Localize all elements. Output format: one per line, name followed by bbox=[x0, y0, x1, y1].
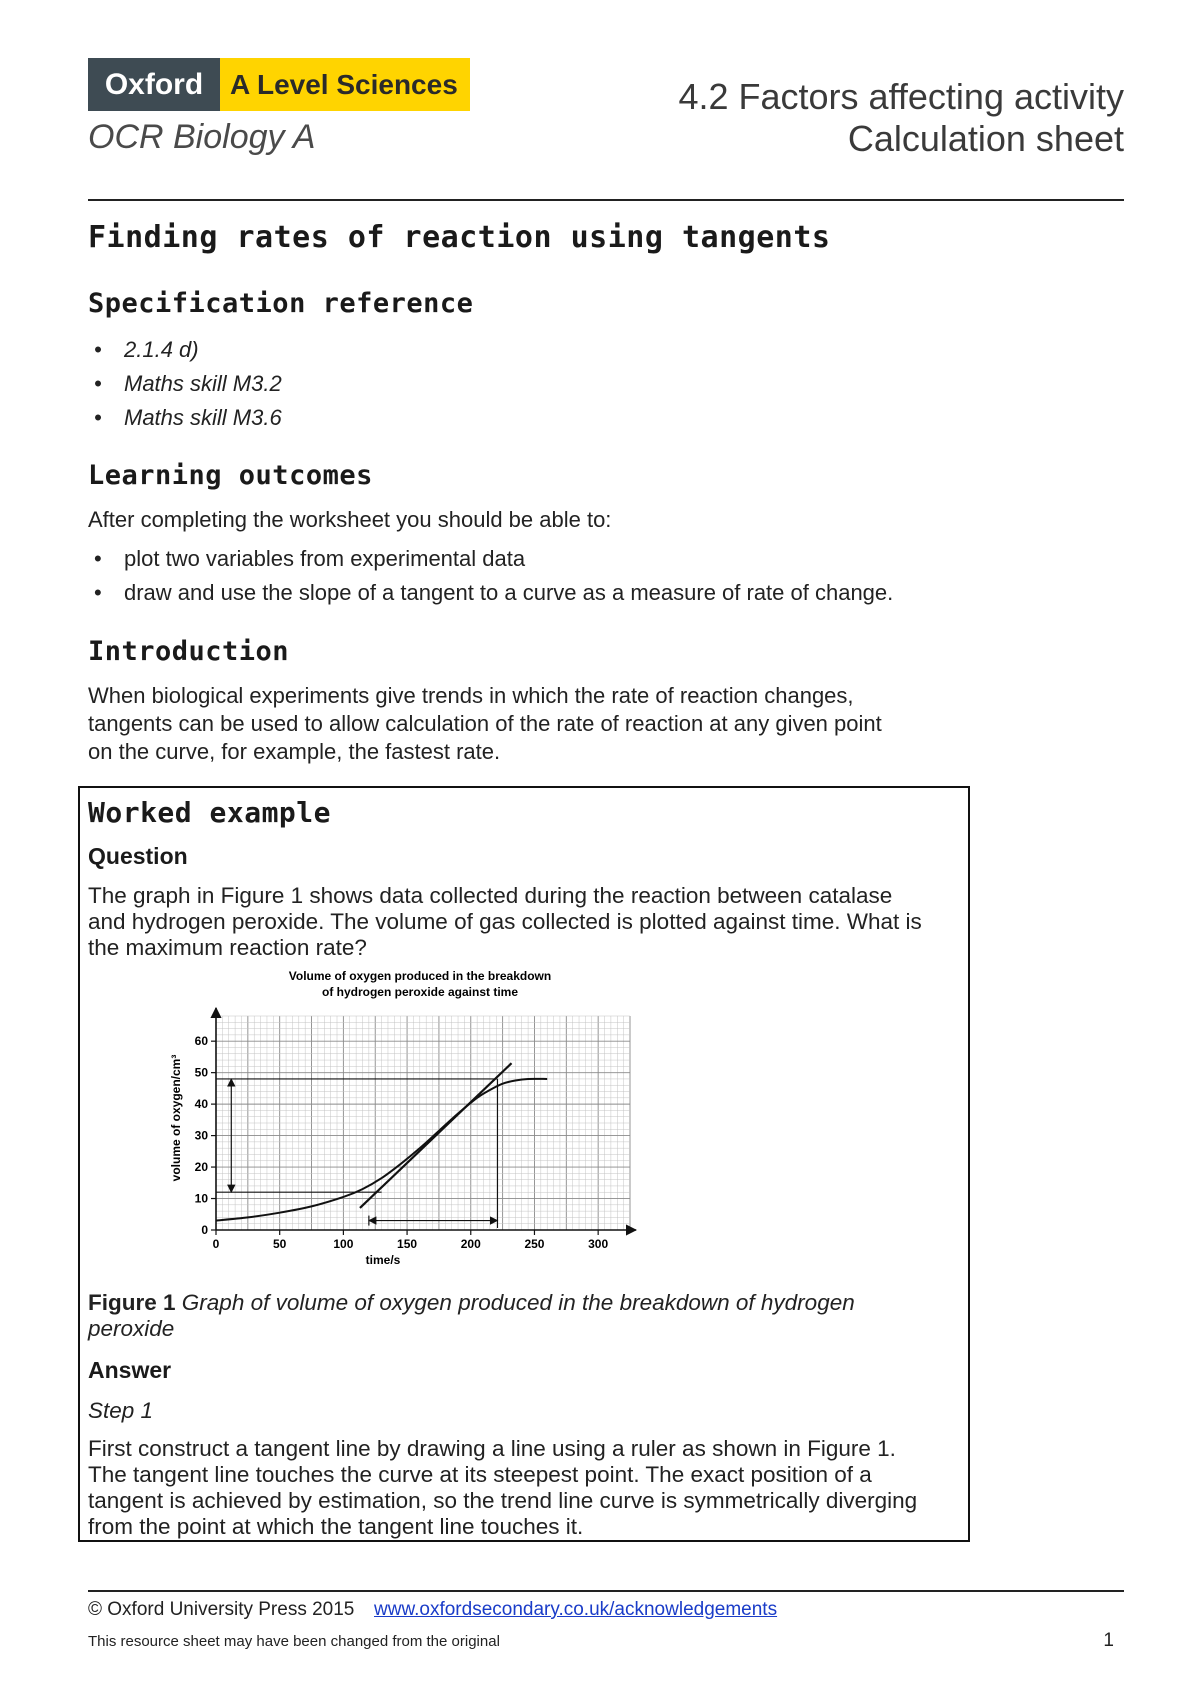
y-tick-label: 20 bbox=[194, 1160, 208, 1175]
publisher-logo bbox=[88, 58, 470, 111]
worked-heading: Worked example bbox=[88, 796, 332, 829]
x-axis-label: time/s bbox=[365, 1253, 401, 1267]
outcome-item: • plot two variables from experimental data bbox=[88, 542, 1088, 576]
spec-item: • Maths skill M3.2 bbox=[88, 367, 988, 401]
spec-item: • Maths skill M3.6 bbox=[88, 401, 988, 435]
step-line: First construct a tangent line by drawing a line using a ruler as shown in Figure 1. bbox=[88, 1436, 896, 1461]
change-notice: This resource sheet may have been changed from the original bbox=[88, 1633, 500, 1650]
intro-line: tangents can be used to allow calculation of the rate of reaction at any given point bbox=[88, 711, 882, 736]
x-tick-label: 300 bbox=[588, 1237, 609, 1251]
spec-item: • 2.1.4 d) bbox=[88, 333, 988, 367]
sheet-type: Calculation sheet bbox=[847, 118, 1124, 159]
figure-caption-text: Graph of volume of oxygen produced in the breakdown of hydrogen bbox=[181, 1290, 855, 1315]
y-axis-label: volume of oxygen/cm³ bbox=[169, 1054, 183, 1182]
x-tick-label: 100 bbox=[333, 1237, 354, 1251]
page-number: 1 bbox=[1103, 1630, 1114, 1651]
y-tick-label: 40 bbox=[194, 1097, 208, 1112]
intro-line: on the curve, for example, the fastest rate. bbox=[88, 739, 501, 764]
page-title: Finding rates of reaction using tangents bbox=[88, 220, 831, 255]
y-tick-label: 0 bbox=[201, 1223, 208, 1237]
figure-caption-text-2: peroxide bbox=[88, 1316, 175, 1341]
outcomes-intro: After completing the worksheet you should be able to: bbox=[88, 507, 612, 532]
step-line: The tangent line touches the curve at its steepest point. The exact position of a bbox=[88, 1462, 872, 1487]
volume-time-chart bbox=[150, 968, 640, 1288]
figure-caption bbox=[88, 1290, 958, 1342]
copyright: © Oxford University Press 2015 bbox=[88, 1599, 355, 1620]
step-text bbox=[88, 1436, 963, 1540]
y-tick-label: 30 bbox=[194, 1128, 208, 1143]
chart-guides bbox=[216, 1079, 498, 1228]
question-text bbox=[88, 883, 958, 961]
spec-list bbox=[88, 333, 988, 435]
topic-title: 4.2 Factors affecting activity bbox=[678, 76, 1124, 117]
y-tick-label: 50 bbox=[194, 1065, 208, 1080]
x-tick-label: 50 bbox=[273, 1237, 287, 1251]
chart-ticks bbox=[211, 1041, 598, 1235]
course-title: OCR Biology A bbox=[88, 118, 316, 156]
logo-oxford: Oxford bbox=[88, 58, 220, 111]
intro-text bbox=[88, 682, 1088, 766]
logo-sciences: A Level Sciences bbox=[220, 58, 470, 111]
outcomes-heading: Learning outcomes bbox=[88, 460, 373, 491]
step-line: from the point at which the tangent line touches it. bbox=[88, 1514, 584, 1539]
step-label: Step 1 bbox=[88, 1398, 154, 1423]
x-tick-label: 0 bbox=[212, 1237, 220, 1251]
intro-heading: Introduction bbox=[88, 636, 290, 667]
acknowledgements-link[interactable]: www.oxfordsecondary.co.uk/acknowledgements bbox=[374, 1599, 778, 1620]
step-line: tangent is achieved by estimation, so the trend line curve is symmetrically diverging bbox=[88, 1488, 918, 1513]
chart-title: of hydrogen peroxide against time bbox=[321, 985, 519, 999]
chart-title: Volume of oxygen produced in the breakdown bbox=[288, 969, 552, 983]
question-line: the maximum reaction rate? bbox=[88, 935, 367, 960]
question-label: Question bbox=[88, 843, 188, 869]
y-tick-label: 10 bbox=[194, 1191, 208, 1206]
y-tick-label: 60 bbox=[194, 1034, 208, 1049]
figure-label: Figure 1 bbox=[88, 1290, 176, 1315]
question-line: and hydrogen peroxide. The volume of gas collected is plotted against time. What is bbox=[88, 909, 922, 934]
x-tick-label: 250 bbox=[524, 1237, 545, 1251]
chart-grid bbox=[216, 1016, 630, 1230]
outcome-item: • draw and use the slope of a tangent to a curve as a measure of rate of change. bbox=[88, 576, 1088, 610]
x-tick-label: 200 bbox=[460, 1237, 481, 1251]
footer-divider bbox=[88, 1590, 1124, 1592]
outcomes-list bbox=[88, 542, 1088, 610]
answer-label: Answer bbox=[88, 1357, 172, 1383]
intro-line: When biological experiments give trends in which the rate of reaction changes, bbox=[88, 683, 854, 708]
x-tick-label: 150 bbox=[397, 1237, 418, 1251]
header-divider bbox=[88, 199, 1124, 201]
question-line: The graph in Figure 1 shows data collected during the reaction between catalase bbox=[88, 883, 893, 908]
spec-heading: Specification reference bbox=[88, 288, 474, 319]
